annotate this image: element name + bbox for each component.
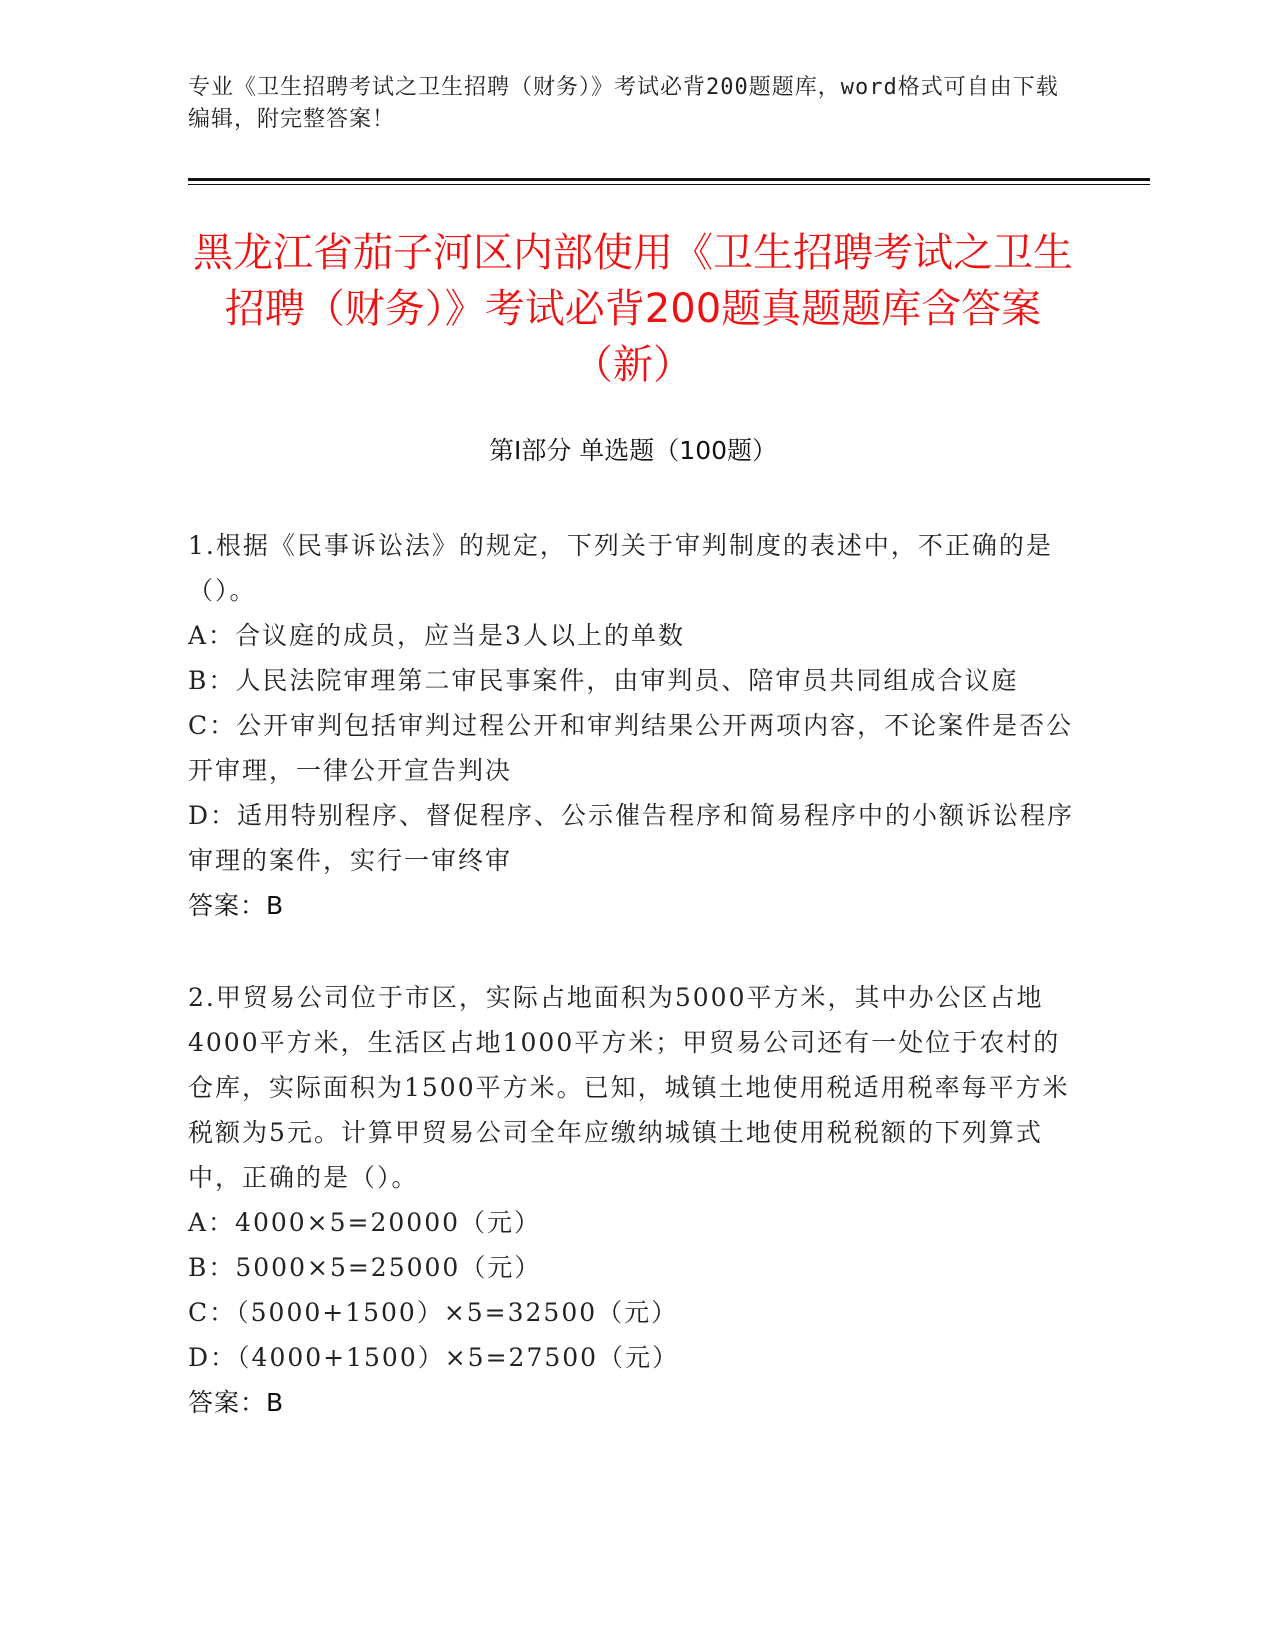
answer: 答案：B (188, 891, 285, 920)
option-b: B：人民法院审理第二审民事案件，由审判员、陪审员共同组成合议庭 (188, 666, 1019, 695)
option-a: A：合议庭的成员，应当是3人以上的单数 (188, 621, 685, 650)
question-stem: 1.根据《民事诉讼法》的规定，下列关于审判制度的表述中，不正确的是（）。 (188, 531, 1053, 605)
option-c: C：（5000+1500）×5=32500（元） (188, 1298, 679, 1327)
header-divider-thick (188, 178, 1150, 181)
question-stem: 2.甲贸易公司位于市区，实际占地面积为5000平方米，其中办公区占地4000平方米，生活区占地1000平方米；甲贸易公司还有一处位于农村的仓库，实际面积为1500平方米。已知，城镇土地使用税适用税率每平方米税额为5元。计算甲贸易公司全年应缴纳城镇土地使用税税额的下列算式中，正确的是（）。 (188, 983, 1070, 1192)
option-a: A：4000×5=20000（元） (188, 1208, 542, 1237)
header-note: 专业《卫生招聘考试之卫生招聘（财务）》考试必背200题题库，word格式可自由下载编辑，附完整答案！ (188, 75, 1059, 132)
option-d: D：适用特别程序、督促程序、公示催告程序和简易程序中的小额诉讼程序审理的案件，实行一审终审 (188, 801, 1075, 875)
option-c: C：公开审判包括审判过程公开和审判结果公开两项内容，不论案件是否公开审理，一律公开宣告判决 (188, 711, 1074, 785)
section-heading: 第I部分 单选题（100题） (488, 436, 778, 465)
question-2 (188, 975, 1078, 1425)
document-title: 黑龙江省茄子河区内部使用《卫生招聘考试之卫生招聘（财务）》考试必背200题真题题库含答案（新） (193, 230, 1073, 388)
option-b: B：5000×5=25000（元） (188, 1253, 542, 1282)
header-divider-thin (188, 184, 1150, 185)
option-d: D：（4000+1500）×5=27500（元） (188, 1343, 680, 1372)
question-1 (188, 523, 1078, 928)
answer: 答案：B (188, 1388, 285, 1417)
